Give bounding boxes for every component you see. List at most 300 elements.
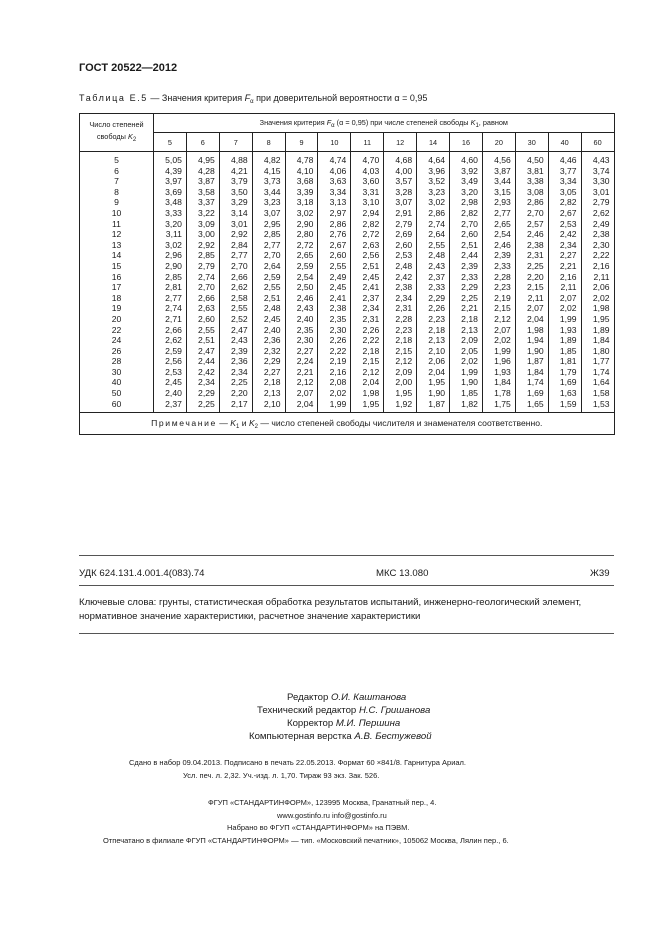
column-header-k1: 60 [581,133,614,152]
table-cell: 3,28 [384,187,417,198]
table-cell: 4,06 [318,166,351,177]
table-cell: 2,81 [154,282,187,293]
table-cell: 2,29 [450,282,483,293]
table-cell: 1,58 [581,388,614,399]
column-header-k1: 6 [186,133,219,152]
table-cell: 3,50 [219,187,252,198]
table-cell: 2,18 [417,325,450,336]
table-cell: 1,95 [351,399,384,413]
table-cell: 2,32 [252,346,285,357]
table-cell: 3,23 [417,187,450,198]
table-cell: 2,56 [351,250,384,261]
table-cell: 2,11 [515,293,548,304]
table-cell: 2,41 [318,293,351,304]
table-cell: 1,69 [515,388,548,399]
table-cell: 3,14 [219,208,252,219]
table-cell: 1,64 [581,377,614,388]
table-cell: 2,86 [318,219,351,230]
table-cell: 1,93 [548,325,581,336]
table-cell: 2,18 [450,314,483,325]
table-cell: 4,82 [252,152,285,166]
row-k2-value: 12 [80,229,154,240]
table-cell: 2,48 [417,250,450,261]
table-cell: 2,22 [581,250,614,261]
imprint-line-3: ФГУП «СТАНДАРТИНФОРМ», 123995 Москва, Гранатный пер., 4. [208,798,437,807]
table-cell: 2,63 [186,303,219,314]
credit-role: Редактор [287,692,331,703]
table-cell: 3,05 [548,187,581,198]
table-cell: 2,42 [384,272,417,283]
table-caption-var: F [244,93,251,103]
table-cell: 4,00 [384,166,417,177]
table-cell: 2,27 [252,367,285,378]
table-cell: 2,31 [515,250,548,261]
table-cell: 2,38 [515,240,548,251]
table-body [80,114,615,435]
table-cell: 1,80 [581,346,614,357]
table-cell: 3,11 [154,229,187,240]
table-cell: 3,87 [186,176,219,187]
note-text-before: — [216,417,231,428]
imprint-line-1-end: . Гарнитура Ариал. [399,758,467,767]
table-cell: 2,59 [252,272,285,283]
table-cell: 4,64 [417,152,450,166]
table-row [80,377,615,388]
imprint-line-6: Отпечатано в филиале ФГУП «СТАНДАРТИНФОРМ» — тип. «Московский печатник», 105062 Москва, Лялин пер., 6. [103,836,509,845]
table-cell: 2,22 [318,346,351,357]
table-cell: 2,52 [219,314,252,325]
note-label: Примечание [151,417,217,428]
table-cell: 1,84 [581,335,614,346]
table-cell: 2,65 [285,250,318,261]
table-caption-var-sub: α [250,99,254,105]
row-k2-value: 11 [80,219,154,230]
table-cell: 2,77 [482,208,515,219]
table-cell: 3,02 [285,208,318,219]
table-cell: 3,97 [154,176,187,187]
column-header-k1: 16 [450,133,483,152]
table-cell: 2,70 [252,250,285,261]
table-cell: 3,10 [351,197,384,208]
table-cell: 2,23 [384,325,417,336]
table-cell: 2,46 [285,293,318,304]
row-k2-value: 24 [80,335,154,346]
table-cell: 3,87 [482,166,515,177]
table-cell: 3,13 [318,197,351,208]
group-header-var2: K [470,117,476,127]
table-cell: 1,84 [515,367,548,378]
classification-code: Ж39 [590,568,610,579]
table-cell: 2,42 [186,367,219,378]
table-cell: 2,51 [450,240,483,251]
table-cell: 2,90 [285,219,318,230]
table-cell: 2,25 [219,377,252,388]
table-cell: 1,85 [450,388,483,399]
table-cell: 3,37 [186,197,219,208]
table-row [80,197,615,208]
table-cell: 2,35 [318,314,351,325]
table-cell: 3,77 [548,166,581,177]
table-cell: 4,21 [219,166,252,177]
table-row [80,272,615,283]
column-header-k1: 9 [285,133,318,152]
table-cell: 2,85 [186,250,219,261]
table-cell: 3,31 [351,187,384,198]
table-cell: 1,87 [417,399,450,413]
table-cell: 2,37 [154,399,187,413]
table-cell: 2,39 [219,346,252,357]
table-cell: 3,20 [154,219,187,230]
table-cell: 2,53 [384,250,417,261]
column-header-k1: 10 [318,133,351,152]
table-row [80,187,615,198]
table-cell: 1,65 [515,399,548,413]
column-header-k1: 8 [252,133,285,152]
table-cell: 1,95 [581,314,614,325]
table-cell: 2,46 [515,229,548,240]
table-cell: 1,74 [515,377,548,388]
table-cell: 3,52 [417,176,450,187]
table-cell: 1,69 [548,377,581,388]
table-cell: 1,85 [548,346,581,357]
table-row [80,250,615,261]
table-cell: 2,16 [318,367,351,378]
table-cell: 2,20 [219,388,252,399]
table-cell: 2,63 [351,240,384,251]
table-row [80,356,615,367]
table-cell: 2,10 [417,346,450,357]
table-cell: 2,35 [285,325,318,336]
first-column-header-sub: 2 [132,137,137,143]
table-cell: 2,25 [515,261,548,272]
table-row [80,335,615,346]
table-row [80,303,615,314]
row-k2-value: 18 [80,293,154,304]
table-cell: 2,23 [482,282,515,293]
table-cell: 2,53 [154,367,187,378]
table-cell: 4,88 [219,152,252,166]
table-cell: 2,12 [384,356,417,367]
table-cell: 5,05 [154,152,187,166]
table-cell: 1,84 [482,377,515,388]
note-text-after: — число степеней свободы числителя и знаменателя соответственно. [258,417,543,428]
table-cell: 2,36 [219,356,252,367]
table-cell: 1,99 [450,367,483,378]
table-cell: 2,41 [351,282,384,293]
table-cell: 3,22 [186,208,219,219]
table-note [80,413,615,435]
table-cell: 2,55 [252,282,285,293]
group-header-text-mid: (α = 0,95) при числе степеней свободы [334,117,471,127]
table-cell: 2,40 [285,314,318,325]
table-cell: 2,00 [384,377,417,388]
table-cell: 3,34 [318,187,351,198]
table-row [80,367,615,378]
table-cell: 2,11 [548,282,581,293]
table-cell: 2,30 [318,325,351,336]
table-row [80,314,615,325]
table-cell: 1,75 [482,399,515,413]
table-cell: 2,02 [482,335,515,346]
table-row [80,152,615,166]
table-cell: 3,18 [285,197,318,208]
divider [79,585,614,586]
table-cell: 4,10 [285,166,318,177]
table-cell: 2,74 [154,303,187,314]
row-k2-value: 15 [80,261,154,272]
table-cell: 3,07 [384,197,417,208]
table-cell: 2,43 [219,335,252,346]
row-k2-value: 17 [80,282,154,293]
row-k2-value: 28 [80,356,154,367]
table-cell: 2,69 [384,229,417,240]
table-cell: 2,36 [252,335,285,346]
first-column-header-line2: свободы [96,132,126,141]
table-cell: 3,02 [417,197,450,208]
table-cell: 2,96 [154,250,187,261]
group-header-var2-sub: 1 [475,122,479,129]
table-cell: 2,16 [548,272,581,283]
table-cell: 1,92 [384,399,417,413]
row-k2-value: 7 [80,176,154,187]
table-cell: 3,29 [219,197,252,208]
table-cell: 2,70 [219,261,252,272]
column-header-k1: 40 [548,133,581,152]
imprint-line-1-text: Сдано в набор 09.04.2013. Подписано в печать 22.05.2013. Формат 60 ×84 [129,758,390,767]
table-cell: 2,95 [252,219,285,230]
table-cell: 2,07 [548,293,581,304]
first-column-header-var: K [127,132,133,141]
column-header-k1: 12 [384,133,417,152]
table-cell: 1,90 [417,388,450,399]
table-cell: 1,95 [384,388,417,399]
table-cell: 2,92 [219,229,252,240]
table-cell: 2,45 [252,314,285,325]
table-cell: 2,92 [186,240,219,251]
table-cell: 2,40 [154,388,187,399]
table-row [80,293,615,304]
table-cell: 3,08 [515,187,548,198]
table-cell: 2,06 [417,356,450,367]
column-header-k1: 5 [154,133,187,152]
table-cell: 2,33 [417,282,450,293]
table-cell: 1,95 [417,377,450,388]
table-cell: 1,87 [515,356,548,367]
table-cell: 2,19 [318,356,351,367]
f-criterion-table [79,113,615,435]
table-cell: 2,45 [318,282,351,293]
note-var1: K [230,417,237,428]
table-cell: 2,58 [219,293,252,304]
credit-layout [249,731,432,742]
table-cell: 3,07 [252,208,285,219]
table-row [80,399,615,413]
table-cell: 2,42 [548,229,581,240]
table-cell: 2,31 [351,314,384,325]
credit-role: Компьютерная верстка [249,731,355,742]
table-cell: 2,33 [482,261,515,272]
table-cell: 2,60 [450,229,483,240]
credit-role: Корректор [287,718,336,729]
row-k2-value: 19 [80,303,154,314]
table-cell: 2,51 [351,261,384,272]
table-cell: 3,48 [154,197,187,208]
table-cell: 3,74 [581,166,614,177]
table-cell: 2,64 [252,261,285,272]
table-cell: 1,74 [581,367,614,378]
table-cell: 4,70 [351,152,384,166]
table-cell: 2,48 [384,261,417,272]
table-cell: 2,90 [154,261,187,272]
table-cell: 2,47 [186,346,219,357]
table-cell: 2,66 [186,293,219,304]
table-caption-prefix: Таблица Е.5 [79,93,148,103]
table-note-row [80,413,615,435]
table-cell: 2,13 [252,388,285,399]
table-cell: 2,47 [219,325,252,336]
table-cell: 2,15 [482,303,515,314]
table-cell: 2,18 [384,335,417,346]
table-cell: 1,90 [515,346,548,357]
table-cell: 2,15 [351,356,384,367]
table-cell: 2,27 [548,250,581,261]
table-cell: 3,96 [417,166,450,177]
table-cell: 4,43 [581,152,614,166]
table-cell: 2,26 [318,335,351,346]
table-cell: 3,01 [219,219,252,230]
table-cell: 3,01 [581,187,614,198]
table-row [80,282,615,293]
table-cell: 2,79 [581,197,614,208]
table-cell: 3,57 [384,176,417,187]
table-cell: 4,15 [252,166,285,177]
table-cell: 2,44 [450,250,483,261]
table-cell: 2,97 [318,208,351,219]
row-k2-value: 50 [80,388,154,399]
table-cell: 1,93 [482,367,515,378]
table-cell: 2,85 [252,229,285,240]
table-cell: 1,63 [548,388,581,399]
table-cell: 2,46 [482,240,515,251]
table-cell: 2,02 [318,388,351,399]
table-cell: 2,62 [219,282,252,293]
table-cell: 2,45 [154,377,187,388]
table-cell: 2,70 [515,208,548,219]
table-cell: 2,34 [384,293,417,304]
table-cell: 3,23 [252,197,285,208]
table-cell: 2,79 [186,261,219,272]
table-cell: 2,04 [351,377,384,388]
table-cell: 2,74 [417,219,450,230]
table-cell: 2,26 [417,303,450,314]
table-cell: 2,07 [482,325,515,336]
table-cell: 1,96 [482,356,515,367]
table-cell: 2,55 [186,325,219,336]
table-cell: 2,54 [482,229,515,240]
column-header-k1: 11 [351,133,384,152]
table-row [80,208,615,219]
table-row [80,388,615,399]
table-cell: 3,49 [450,176,483,187]
table-cell: 4,60 [450,152,483,166]
table-cell: 2,43 [417,261,450,272]
table-cell: 4,56 [482,152,515,166]
table-cell: 2,38 [384,282,417,293]
table-cell: 2,02 [450,356,483,367]
table-cell: 2,85 [154,272,187,283]
table-cell: 4,28 [186,166,219,177]
note-and: и [239,417,249,428]
table-cell: 3,09 [186,219,219,230]
table-cell: 1,90 [450,377,483,388]
table-cell: 3,81 [515,166,548,177]
table-cell: 1,89 [548,335,581,346]
table-cell: 4,78 [285,152,318,166]
group-header-text-before: Значения критерия [259,117,327,127]
table-cell: 2,79 [384,219,417,230]
table-cell: 3,63 [318,176,351,187]
table-cell: 2,19 [482,293,515,304]
row-k2-value: 13 [80,240,154,251]
table-cell: 2,74 [186,272,219,283]
table-cell: 2,39 [450,261,483,272]
row-k2-value: 5 [80,152,154,166]
table-cell: 2,34 [219,367,252,378]
table-cell: 2,02 [581,293,614,304]
table-cell: 2,45 [351,272,384,283]
table-cell: 2,18 [252,377,285,388]
column-header-k1: 14 [417,133,450,152]
table-cell: 2,59 [154,346,187,357]
table-cell: 2,21 [548,261,581,272]
imprint-line-2: Усл. печ. л. 2,32. Уч.-изд. л. 1,70. Тираж 93 экз. Зак. 526. [183,771,380,780]
table-cell: 2,62 [581,208,614,219]
imprint-line-5: Набрано во ФГУП «СТАНДАРТИНФОРМ» на ПЭВМ. [227,823,410,832]
table-cell: 2,17 [219,399,252,413]
table-row [80,325,615,336]
table-cell: 2,51 [186,335,219,346]
table-cell: 3,58 [186,187,219,198]
credit-tech-editor [257,705,430,716]
table-cell: 3,02 [154,240,187,251]
table-cell: 2,07 [515,303,548,314]
table-cell: 3,00 [186,229,219,240]
table-cell: 2,29 [186,388,219,399]
table-cell: 2,23 [417,314,450,325]
table-cell: 2,05 [450,346,483,357]
row-k2-value: 22 [80,325,154,336]
table-cell: 2,16 [581,261,614,272]
table-cell: 3,79 [219,176,252,187]
table-caption-text-after: при доверительной вероятности α = 0,95 [253,93,428,103]
table-cell: 2,21 [450,303,483,314]
table-cell: 1,99 [482,346,515,357]
row-k2-value: 8 [80,187,154,198]
table-cell: 3,15 [482,187,515,198]
table-cell: 2,28 [384,314,417,325]
credit-editor [287,692,406,703]
table-cell: 2,04 [515,314,548,325]
first-column-header [80,114,154,152]
table-cell: 2,43 [285,303,318,314]
credit-role: Технический редактор [257,705,359,716]
table-cell: 2,37 [351,293,384,304]
table-cell: 2,28 [482,272,515,283]
credit-name: М.И. Першина [335,718,401,729]
table-cell: 2,48 [252,303,285,314]
table-cell: 4,68 [384,152,417,166]
column-header-k1: 20 [482,133,515,152]
